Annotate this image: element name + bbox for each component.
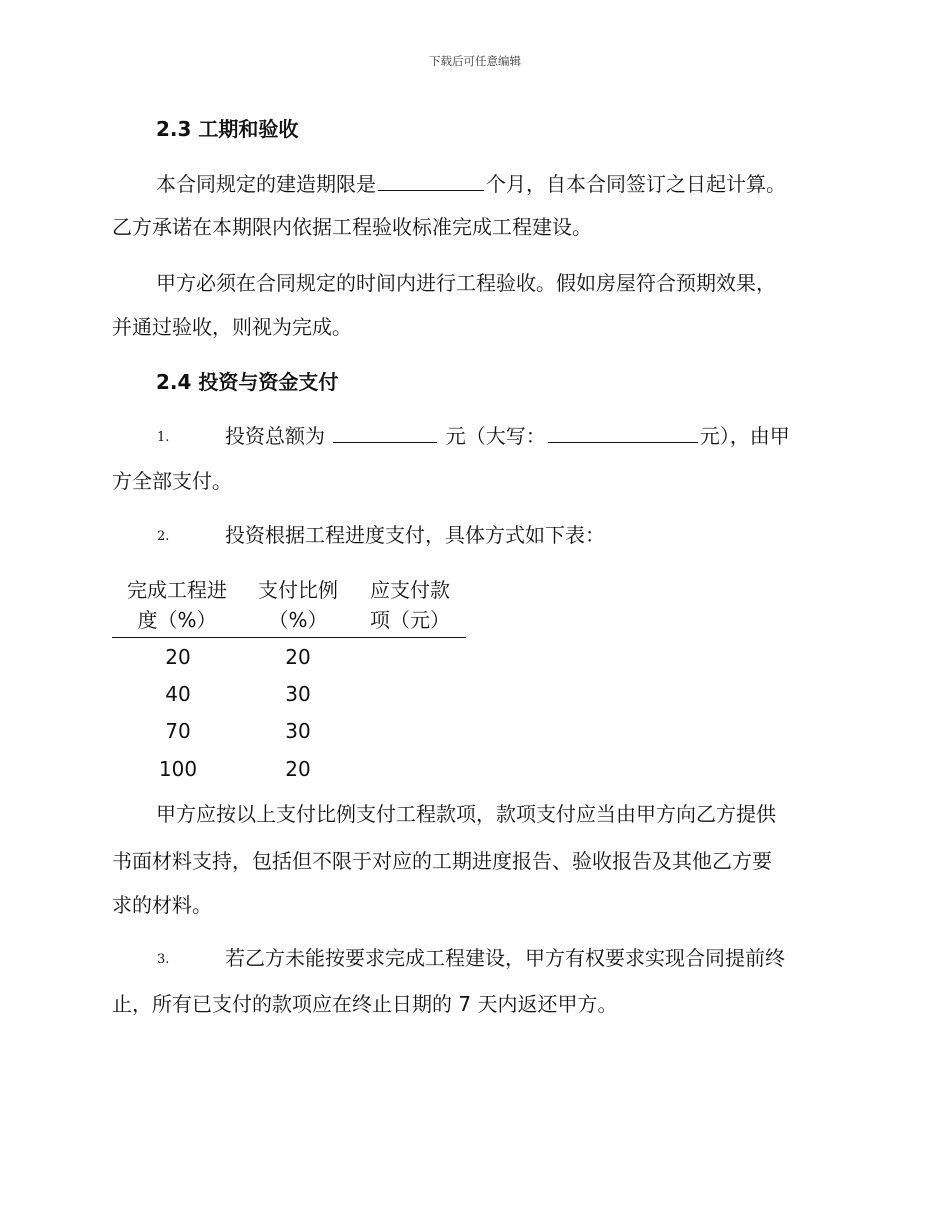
item2-text: 投资根据工程进度支付，具体方式如下表：: [225, 523, 605, 547]
investment-payer-text: 元），由甲: [699, 424, 790, 448]
item1-line1: [225, 422, 790, 450]
table-header-ratio-line1: 支付比例: [258, 578, 338, 602]
construction-period-text-a: 本合同规定的建造期限是: [156, 172, 376, 196]
table-header-amount: [358, 575, 462, 635]
item3-line2: 止，所有已支付的款项应在终止日期的 7 天内返还甲方。: [112, 992, 618, 1016]
table-header-progress-line2: 度（%）: [137, 608, 217, 632]
list-number-3: 3.: [157, 952, 170, 967]
paragraph-construction-period-line1: [156, 170, 786, 198]
table-header-progress: [112, 575, 242, 635]
item1-line2: 方全部支付。: [112, 469, 232, 493]
table-header-amount-line1: 应支付款: [370, 578, 450, 602]
paragraph-construction-period-line2: 乙方承诺在本期限内依据工程验收标准完成工程建设。: [112, 215, 592, 239]
construction-period-months-blank[interactable]: [378, 170, 484, 191]
table-cell-progress: 20: [165, 645, 191, 669]
list-number-1: 1.: [157, 430, 170, 445]
paragraph-acceptance-line2: 并通过验收，则视为完成。: [112, 315, 352, 339]
investment-amount-blank[interactable]: [333, 422, 437, 443]
investment-total-label: 投资总额为: [225, 424, 325, 448]
table-cell-ratio: 20: [285, 645, 311, 669]
list-number-2: 2.: [157, 529, 170, 544]
table-header-ratio-line2: （%）: [268, 608, 328, 632]
section-heading-2-4: 2.4 投资与资金支付: [156, 370, 339, 394]
table-cell-progress: 100: [158, 757, 198, 781]
table-header-rule: [112, 637, 466, 638]
construction-period-text-b: 个月，自本合同签订之日起计算。: [486, 172, 786, 196]
table-cell-ratio: 30: [285, 719, 311, 743]
table-cell-progress: 70: [165, 719, 191, 743]
table-cell-ratio: 30: [285, 682, 311, 706]
table-header-progress-line1: 完成工程进: [127, 578, 227, 602]
table-header-ratio: [246, 575, 350, 635]
paragraph-acceptance-line1: 甲方必须在合同规定的时间内进行工程验收。假如房屋符合预期效果，: [156, 271, 776, 295]
after-table-line3: 求的材料。: [112, 893, 212, 917]
item3-line1: 若乙方未能按要求完成工程建设，甲方有权要求实现合同提前终: [225, 946, 785, 970]
table-cell-progress: 40: [165, 682, 191, 706]
investment-uppercase-blank[interactable]: [548, 422, 698, 443]
after-table-line2: 书面材料支持，包括但不限于对应的工期进度报告、验收报告及其他乙方要: [112, 849, 772, 873]
investment-uppercase-label: 元（大写：: [445, 424, 546, 448]
page-header: 下载后可任意编辑: [429, 54, 521, 68]
after-table-line1: 甲方应按以上支付比例支付工程款项，款项支付应当由甲方向乙方提供: [156, 802, 776, 826]
table-cell-ratio: 20: [285, 757, 311, 781]
table-header-amount-line2: 项（元）: [370, 608, 450, 632]
section-heading-2-3: 2.3 工期和验收: [156, 117, 299, 141]
